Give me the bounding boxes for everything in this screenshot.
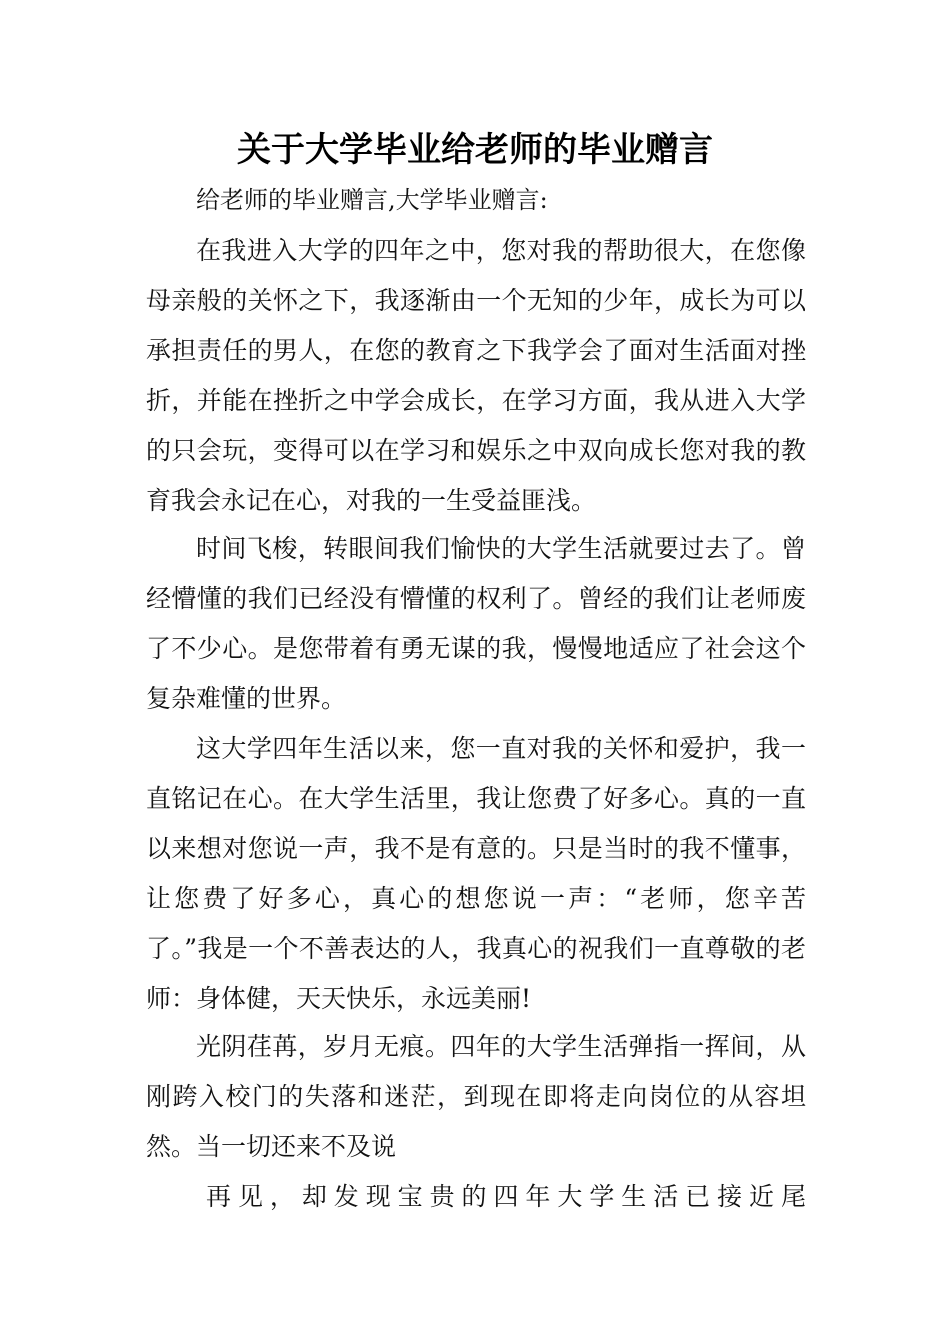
paragraph-5-partial: 再见，却发现宝贵的四年大学生活已接近尾 xyxy=(206,1182,806,1211)
paragraph-2-block xyxy=(146,524,806,724)
paragraph-1-block xyxy=(146,226,806,526)
document-title: 关于大学毕业给老师的毕业赠言 xyxy=(237,130,713,170)
paragraph: 时间飞梭，转眼间我们愉快的大学生活就要过去了。曾经懵懂的我们已经没有懵懂的权利了。曾经的我们让老师废了不少心。是您带着有勇无谋的我，慢慢地适应了社会这个复杂难懂的世界。 xyxy=(146,534,806,713)
paragraph: 在我进入大学的四年之中，您对我的帮助很大，在您像母亲般的关怀之下，我逐渐由一个无知的少年，成长为可以承担责任的男人，在您的教育之下我学会了面对生活面对挫折，并能在挫折之中学会成长，在学习方面，我从进入大学的只会玩，变得可以在学习和娱乐之中双向成长您对我的教育我会永记在心，对我的一生受益匪浅。 xyxy=(146,236,806,515)
paragraph-4-block xyxy=(146,1022,806,1172)
paragraph: 光阴荏苒，岁月无痕。四年的大学生活弹指一挥间，从刚跨入校门的失落和迷茫，到现在即将走向岗位的从容坦然。当一切还来不及说 xyxy=(146,1032,806,1161)
paragraph-3-block xyxy=(146,724,806,1024)
paragraph: 这大学四年生活以来，您一直对我的关怀和爱护，我一直铭记在心。在大学生活里，我让您费了好多心。真的一直以来想对您说一声，我不是有意的。只是当时的我不懂事，让您费了好多心，真心的想您说一声：“老师，您辛苦了。”我是一个不善表达的人，我真心的祝我们一直尊敬的老师：身体健，天天快乐，永远美丽! xyxy=(146,734,806,1013)
document-subtitle: 给老师的毕业赠言,大学毕业赠言: xyxy=(196,186,548,214)
